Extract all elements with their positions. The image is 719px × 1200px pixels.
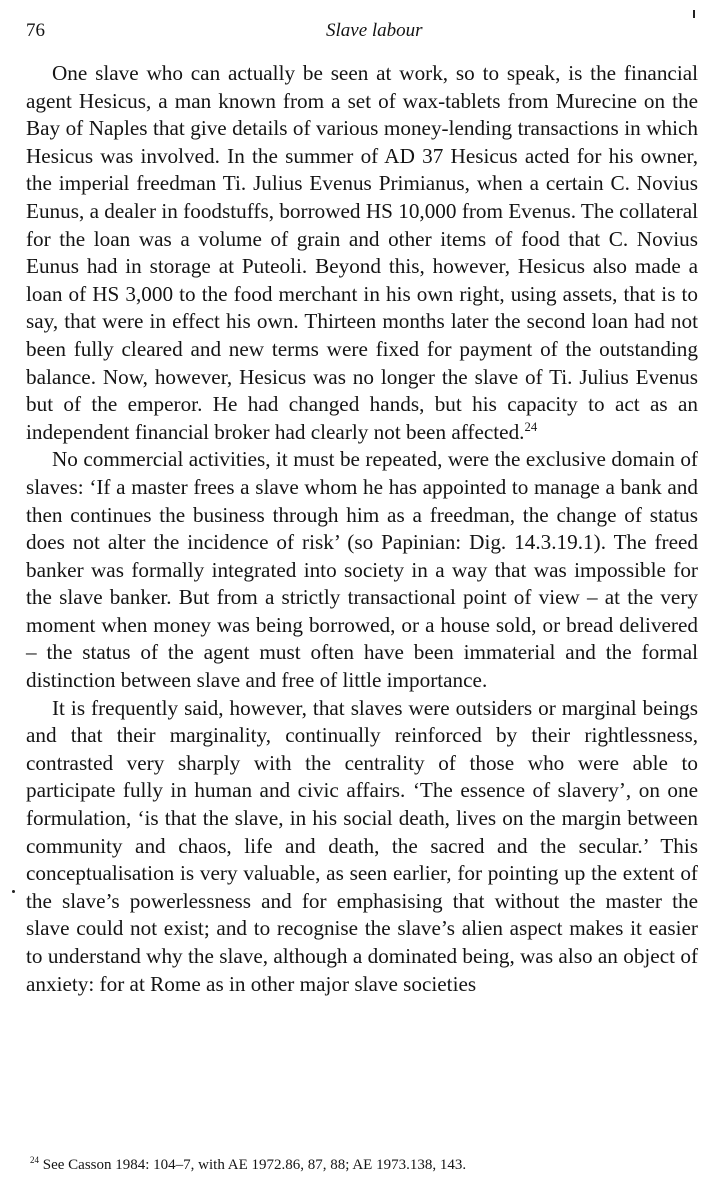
running-title: Slave labour (326, 20, 423, 41)
paragraph-hesicus (26, 60, 698, 446)
footnote (30, 1155, 690, 1175)
footnote-ref: 24 (524, 419, 538, 434)
paragraph-text: One slave who can actually be seen at work, so to speak, is the financial agent Hesicus, a man known from a set of wax-tablets from Murecine on the Bay of Naples that give details of various money-lending transactions in which Hesicus was involved. In the summer of AD 37 Hesicus acted for his owner, the imperial freedman Ti. Julius Evenus Primianus, when a certain C. Novius Eunus, a dealer in foodstuffs, borrowed HS 10,000 from Evenus. The collateral for the loan was a volume of grain and other items of food that C. Novius Eunus had in storage at Puteoli. Beyond this, however, Hesicus also made a loan of HS 3,000 to the food merchant in his own right, using assets, that is to say, that were in effect his own. Thirteen months later the second loan had not been fully cleared and new terms were fixed for payment of the outstanding balance. Now, however, Hesicus was no longer the slave of Ti. Julius Evenus but of the emperor. He had changed hands, but his capacity to act as an independent financial broker had clearly not been affected. (26, 61, 698, 444)
scan-mark-margin (12, 890, 15, 893)
page-number: 76 (26, 20, 45, 41)
paragraph-marginality: It is frequently said, however, that slaves were outsiders or marginal beings and that their marginality, continually reinforced by their rightlessness, contrasted very sharply with the centrality of those who were able to participate fully in human and civic affairs. ‘The essence of slavery’, on one formulation, ‘is that the slave, in his social death, lives on the margin between community and chaos, life and death, the sacred and the secular.’ This conceptualisation is very valuable, as seen earlier, for pointing up the extent of the slave’s powerlessness and for emphasising that without the master the slave could not exist; and to recognise the slave’s alien aspect makes it easier to understand why the slave, although a dominated being, was also an object of anxiety: for at Rome as in other major slave societies (26, 695, 698, 996)
scan-mark-top (693, 10, 695, 18)
running-head (26, 20, 696, 46)
footnote-number: 24 (30, 1155, 39, 1165)
footnote-text: See Casson 1984: 104–7, with AE 1972.86, 87, 88; AE 1973.138, 143. (42, 1157, 467, 1173)
paragraph-commercial: No commercial activities, it must be repeated, were the exclusive domain of slaves: ‘If a master frees a slave whom he has appointed to manage a bank and then continues the business through him as a freedman, the change of status does not alter the incidence of risk’ (so Papinian: Dig. 14.3.19.1). The freed banker was formally integrated into society in a way that was impossible for the slave banker. But from a strictly transactional point of view – at the very moment when money was being borrowed, or a house sold, or bread delivered – the status of the agent must often have been immaterial and the formal distinction between slave and free of little importance. (26, 447, 698, 693)
body-text (26, 60, 698, 998)
